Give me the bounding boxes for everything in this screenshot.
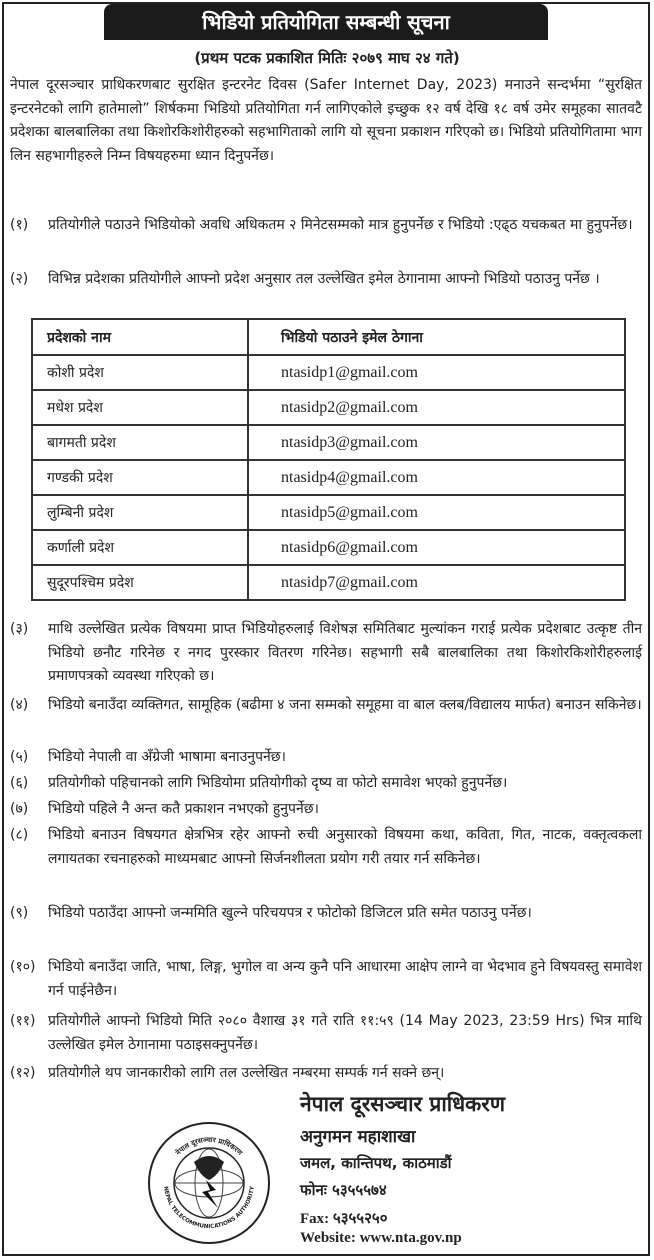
notice-title: भिडियो प्रतियोगिता सम्बन्धी सूचना (104, 4, 548, 40)
email-address: ntasidp2@gmail.com (248, 390, 625, 425)
item-text: भिडियो नेपाली वा अँग्रेजी भाषामा बनाउनुपर्नेछ। (48, 749, 286, 765)
province-name: सुदूरपश्चिम प्रदेश (32, 565, 248, 600)
item-number: (३) (10, 621, 29, 637)
item-text: प्रतियोगीले पठाउने भिडियोको अवधि अधिकतम २ मिनेटसम्मको मात्र हुनुपर्नेछ र भिडियो :एढ्ठ यचकबत मा हुनुपर्नेछ। (48, 217, 633, 233)
item-number: (४) (10, 697, 29, 713)
table-row (32, 390, 625, 425)
email-address: ntasidp1@gmail.com (248, 355, 625, 390)
item-text: भिडियो पठाउँदा आफ्नो जन्ममिति खुल्ने परिचयपत्र र फोटोको डिजिटल प्रति समेत पठाउनु पर्नेछ। (48, 905, 532, 921)
list-item (10, 746, 642, 770)
list-item (10, 902, 642, 926)
svg-text:NEPAL TELECOMMUNICATIONS AUTHO (162, 1185, 256, 1230)
phone-number: फोनः ५३५५५७४ (300, 1181, 387, 1199)
list-item (10, 772, 642, 796)
list-item (10, 824, 642, 871)
item-text: प्रतियोगीको पहिचानको लागि भिडियोमा प्रतियोगीको दृष्य वा फोटो समावेश भएको हुनुपर्नेछ। (48, 775, 508, 791)
table-row (32, 425, 625, 460)
email-address: ntasidp5@gmail.com (248, 495, 625, 530)
fax-number: Fax: ५३५५२५० (300, 1211, 388, 1227)
item-text: भिडियो बनाउँदा व्यक्तिगत, सामूहिक (बढीमा ४ जना सम्मको समूहमा वा बाल क्लब/विद्यालय मार्फत) बनाउन सकिनेछ। (48, 697, 642, 713)
address: जमल, कान्तिपथ, काठमाडौं (300, 1154, 452, 1172)
table-row (32, 565, 625, 600)
province-name: मधेश प्रदेश (32, 390, 248, 425)
item-number: (८) (10, 827, 29, 843)
item-number: (७) (10, 801, 29, 817)
column-header-email: भिडियो पठाउने इमेल ठेगाना (248, 319, 625, 355)
email-table (31, 318, 626, 601)
item-number: (६) (10, 775, 29, 791)
province-name: गण्डकी प्रदेश (32, 460, 248, 495)
list-item (10, 618, 642, 689)
item-number: (१) (10, 217, 29, 233)
logo-bottom-text: NEPAL TELECOMMUNICATIONS AUTHORITY (162, 1185, 256, 1231)
svg-text:नेपाल दूरसञ्चार प्राधिकरण (173, 1136, 244, 1158)
item-text: भिडियो पहिले नै अन्त कतै प्रकाशन नभएको हुनुपर्नेछ। (48, 801, 319, 817)
division-name: अनुगमन महाशाखा (300, 1127, 416, 1147)
email-address: ntasidp7@gmail.com (248, 565, 625, 600)
nta-seal-logo (146, 1120, 272, 1246)
email-address: ntasidp4@gmail.com (248, 460, 625, 495)
table-header-row (32, 319, 625, 355)
table-row (32, 460, 625, 495)
item-number: (९) (10, 905, 29, 921)
list-item (10, 1062, 642, 1086)
province-name: कोशी प्रदेश (32, 355, 248, 390)
item-number: (११) (10, 1013, 36, 1029)
province-name: बागमती प्रदेश (32, 425, 248, 460)
table-row (32, 530, 625, 565)
email-address: ntasidp6@gmail.com (248, 530, 625, 565)
item-number: (२) (10, 271, 29, 287)
item-text: माथि उल्लेखित प्रत्येक विषयमा प्राप्त भिडियोहरुलाई विशेषज्ञ समितिबाट मुल्यांकन गराई प्रत्येक प्रदेशबाट उत्कृष्ट तीन भिडियो छनौट गरिनेछ र नगद पुरस्कार वितरण गरिनेछ। सहभागी सबै बालबालिका तथा किशोरकिशोरीहरुलाई प्रमाणपत्रको व्यवस्था गरिएको छ। (48, 621, 642, 684)
province-name: कर्णाली प्रदेश (32, 530, 248, 565)
organization-name: नेपाल दूरसञ्चार प्राधिकरण (300, 1092, 506, 1116)
column-header-province: प्रदेशको नाम (32, 319, 248, 355)
item-number: (१२) (10, 1065, 36, 1081)
item-text: भिडियो बनाउँदा जाति, भाषा, लिङ्ग, भुगोल वा अन्य कुनै पनि आधारमा आक्षेप लाग्ने वा भेदभाव हुने विषयवस्तु समावेश गर्न पाईनेछैन। (48, 959, 642, 999)
list-item (10, 694, 642, 718)
list-item (10, 798, 642, 822)
email-address: ntasidp3@gmail.com (248, 425, 625, 460)
list-item (10, 268, 642, 292)
table-row (32, 355, 625, 390)
website-link[interactable]: Website: www.nta.gov.np (300, 1230, 462, 1246)
item-number: (१०) (10, 959, 36, 975)
logo-top-text: नेपाल दूरसञ्चार प्राधिकरण (174, 1135, 244, 1157)
list-item (10, 956, 642, 1003)
published-date: (प्रथम पटक प्रकाशित मितिः २०७९ माघ २४ गते) (194, 49, 460, 67)
list-item (10, 214, 642, 238)
intro-paragraph: नेपाल दूरसञ्चार प्राधिकरणबाट सुरक्षित इन्टरनेट दिवस (Safer Internet Day, 2023) मनाउने सन्दर्भमा “सुरक्षित इन्टरनेटको लागि हातेमालो” शिर्षकमा भिडियो प्रतियोगिता गर्न लागिएकोले इच्छुक १२ वर्ष देखि १८ वर्ष उमेर समूहका सातवटै प्रदेशका बालबालिका तथा किशोरकिशोरीहरुको सहभागिताको लागि यो सूचना प्रकाशन गरिएको छ। भिडियो प्रतियोगितामा भाग लिन सहभागीहरुले निम्न विषयहरुमा ध्यान दिनुपर्नेछ। (10, 77, 642, 164)
item-text: विभिन्न प्रदेशका प्रतियोगीले आफ्नो प्रदेश अनुसार तल उल्लेखित इमेल ठेगानामा आफ्नो भिडियो पठाउनु पर्नेछ । (48, 271, 600, 287)
item-number: (५) (10, 749, 29, 765)
item-text: प्रतियोगीले थप जानकारीको लागि तल उल्लेखित नम्बरमा सम्पर्क गर्न सक्ने छन्। (48, 1065, 445, 1081)
province-name: लुम्बिनी प्रदेश (32, 495, 248, 530)
item-text: प्रतियोगीले आफ्नो भिडियो मिति २०८० वैशाख ३१ गते राति ११:५९ (14 May 2023, 23:59 Hrs) भित्र माथि उल्लेखित इमेल ठेगानामा पठाइसक्नुपर्नेछ। (48, 1013, 642, 1053)
table-row (32, 495, 625, 530)
list-item (10, 1010, 642, 1057)
item-text: भिडियो बनाउन विषयगत क्षेत्रभित्र रहेर आफ्नो रुची अनुसारको विषयमा कथा, कविता, गित, नाटक, वक्तृत्वकला लगायतका रचनाहरुको माध्यमबाट आफ्नो सिर्जनशीलता प्रयोग गरी तयार गर्न सकिनेछ। (48, 827, 642, 867)
